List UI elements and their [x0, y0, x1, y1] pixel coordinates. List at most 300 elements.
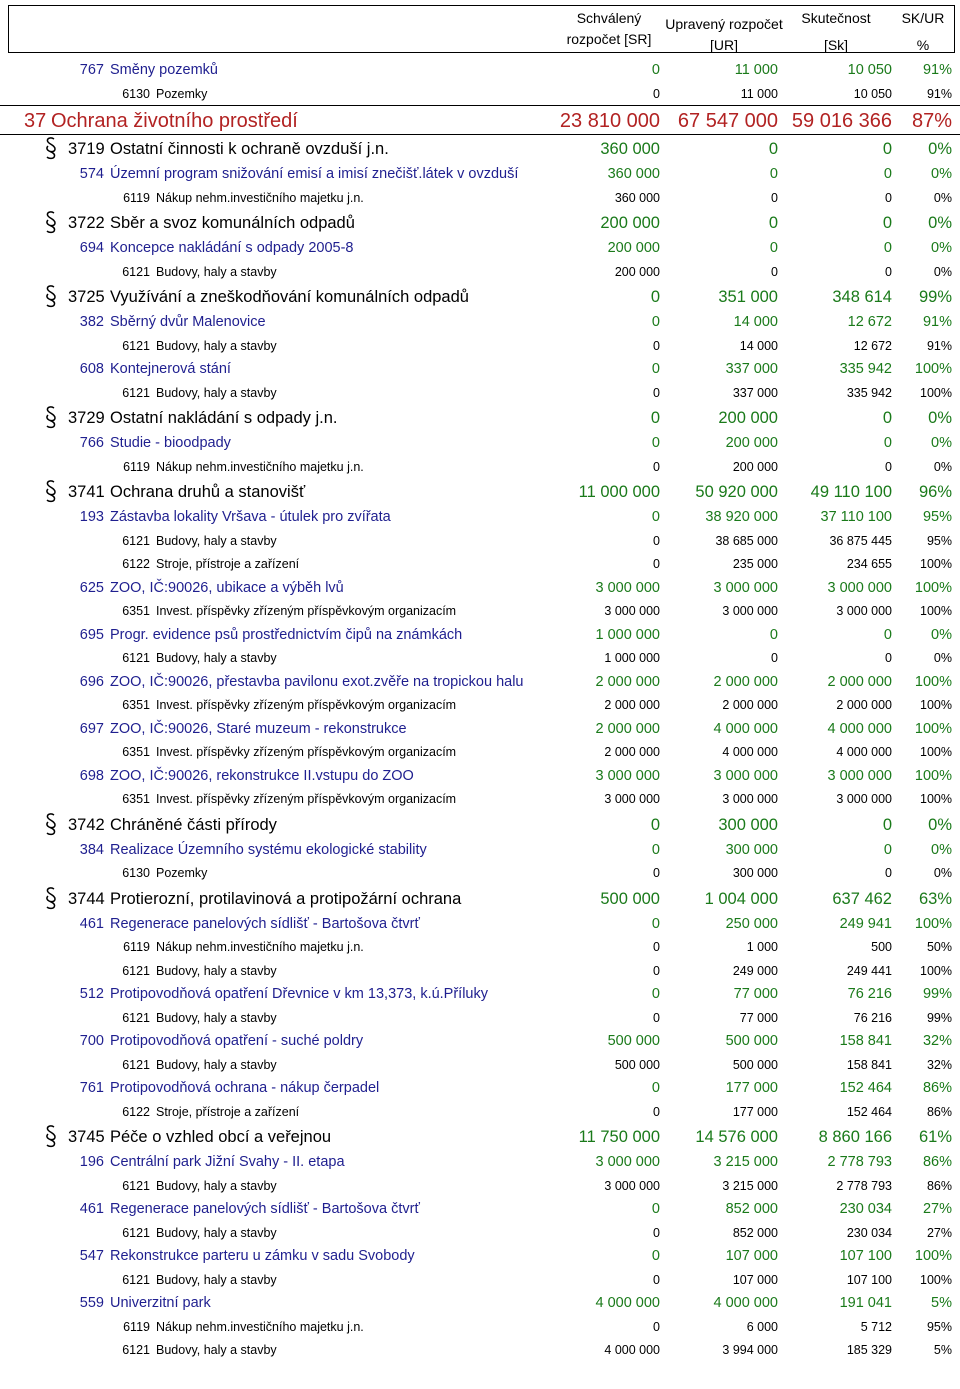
row-name: Pozemky — [156, 866, 208, 880]
row-adjusted-budget: 2 000 000 — [713, 673, 778, 690]
table-row — [0, 310, 960, 334]
row-approved-budget: 2 000 000 — [604, 698, 660, 712]
header-actual-line2: [Sk] — [823, 37, 849, 53]
row-name: Budovy, haly a stavby — [156, 1010, 277, 1025]
row-name: Stroje, přístroje a zařízení — [156, 1104, 300, 1119]
row-percentage: 100% — [914, 1248, 952, 1264]
row-name: Progr. evidence psů prostřednictvím čipů na známkách — [110, 626, 463, 643]
header-percentage-line2: % — [916, 37, 930, 53]
row-adjusted-budget: 300 000 — [718, 815, 778, 834]
row-actual: 0 — [882, 214, 892, 232]
row-adjusted-budget: 77 000 — [739, 1010, 778, 1025]
row-approved-budget: 0 — [653, 533, 660, 548]
row-actual: 158 841 — [846, 1057, 892, 1072]
row-percentage: 50% — [926, 940, 952, 954]
table-row — [0, 404, 960, 431]
row-actual: 4 000 000 — [836, 745, 892, 759]
row-name: Pozemky — [156, 86, 208, 101]
row-percentage: 0% — [928, 815, 952, 834]
row-name: Ochrana životního prostředí — [51, 110, 298, 132]
row-approved-budget: 3 000 000 — [595, 579, 660, 596]
row-adjusted-budget: 0 — [771, 190, 778, 205]
row-code: 6119 — [123, 1319, 150, 1334]
row-name: Univerzitní park — [110, 1295, 211, 1311]
table-row — [0, 838, 960, 862]
row-actual: 2 778 793 — [836, 1178, 892, 1193]
row-adjusted-budget: 11 000 — [734, 62, 778, 78]
table-row — [0, 334, 960, 358]
row-adjusted-budget: 200 000 — [725, 435, 778, 451]
row-approved-budget: 0 — [653, 1010, 660, 1025]
row-adjusted-budget: 50 920 000 — [695, 483, 778, 501]
row-approved-budget: 0 — [653, 459, 660, 474]
row-name: Sběr a svoz komunálních odpadů — [110, 214, 355, 232]
table-row — [0, 529, 960, 553]
row-adjusted-budget: 6 000 — [746, 1319, 778, 1334]
row-percentage: 0% — [928, 214, 952, 232]
table-row — [0, 1150, 960, 1174]
row-percentage: 61% — [918, 1128, 952, 1146]
row-name: Budovy, haly a stavby — [156, 1343, 277, 1357]
row-name: Budovy, haly a stavby — [156, 1225, 277, 1240]
row-approved-budget: 0 — [651, 1248, 660, 1264]
row-approved-budget: 200 000 — [614, 264, 660, 279]
header-approved-budget — [549, 8, 669, 50]
row-percentage: 100% — [914, 361, 952, 377]
table-row — [0, 1053, 960, 1077]
row-name: Budovy, haly a stavby — [156, 264, 277, 279]
row-actual: 335 942 — [846, 385, 892, 400]
row-actual: 0 — [885, 651, 892, 665]
row-actual: 152 464 — [839, 1080, 892, 1096]
row-code: 6121 — [122, 1057, 150, 1072]
table-row — [0, 260, 960, 284]
row-actual: 230 034 — [846, 1225, 892, 1240]
row-approved-budget: 3 000 000 — [604, 604, 660, 618]
row-approved-budget: 0 — [653, 1225, 660, 1240]
table-row — [0, 1221, 960, 1245]
row-approved-budget: 3 000 000 — [604, 792, 660, 806]
row-approved-budget: 11 000 000 — [578, 483, 660, 501]
row-actual: 76 216 — [847, 986, 892, 1002]
table-row — [0, 982, 960, 1006]
row-adjusted-budget: 3 215 000 — [722, 1178, 778, 1193]
row-code: 698 — [79, 767, 104, 784]
row-code: 6122 — [122, 1104, 150, 1119]
row-percentage: 100% — [920, 557, 952, 571]
table-row — [0, 1123, 960, 1150]
row-name: Regenerace panelových sídlišť - Bartošova čtvrť — [110, 1201, 420, 1217]
table-row — [0, 1006, 960, 1030]
row-code: 3725 — [68, 288, 105, 306]
row-name: Nákup nehm.investičního majetku j.n. — [156, 1319, 364, 1334]
row-adjusted-budget: 4 000 000 — [713, 720, 778, 737]
row-percentage: 95% — [926, 1319, 952, 1334]
row-adjusted-budget: 235 000 — [732, 557, 778, 571]
row-percentage: 100% — [920, 963, 952, 978]
table-row — [0, 455, 960, 479]
row-actual: 3 000 000 — [836, 604, 892, 618]
row-actual: 191 041 — [839, 1295, 892, 1311]
row-code: 3742 — [68, 815, 105, 834]
row-approved-budget: 2 000 000 — [595, 673, 660, 690]
row-adjusted-budget: 351 000 — [718, 288, 778, 306]
row-adjusted-budget: 14 576 000 — [695, 1128, 778, 1146]
row-code: 6121 — [122, 1225, 150, 1240]
row-percentage: 87% — [911, 110, 952, 132]
row-name: Nákup nehm.investičního majetku j.n. — [156, 940, 364, 954]
header-actual — [777, 8, 895, 56]
row-name: Studie - bioodpady — [110, 435, 231, 451]
row-percentage: 100% — [914, 579, 952, 596]
row-approved-budget: 200 000 — [600, 214, 660, 232]
table-row — [0, 787, 960, 811]
row-code: 761 — [79, 1080, 104, 1096]
header-adjusted-budget-line2: [UR] — [710, 37, 738, 53]
table-row — [0, 1076, 960, 1100]
row-approved-budget: 0 — [653, 385, 660, 400]
row-name: Invest. příspěvky zřízeným příspěvkovým organizacím — [156, 745, 457, 759]
row-code: 6130 — [122, 86, 150, 101]
row-actual: 37 110 100 — [820, 509, 892, 525]
row-code: 6121 — [122, 1178, 150, 1193]
row-actual: 230 034 — [839, 1201, 892, 1217]
row-adjusted-budget: 2 000 000 — [722, 698, 778, 712]
row-actual: 0 — [883, 166, 892, 182]
row-adjusted-budget: 77 000 — [733, 986, 778, 1002]
row-actual: 49 110 100 — [810, 483, 892, 501]
row-name: Budovy, haly a stavby — [156, 651, 277, 665]
row-code: 574 — [79, 166, 104, 182]
row-percentage: 95% — [926, 533, 952, 548]
row-name: Invest. příspěvky zřízeným příspěvkovým organizacím — [156, 792, 457, 806]
row-name: ZOO, IČ:90026, rekonstrukce II.vstupu do ZOO — [110, 767, 414, 784]
row-percentage: 91% — [926, 338, 952, 353]
header-approved-budget-line1: Schválený — [576, 10, 642, 26]
row-approved-budget: 0 — [653, 557, 660, 571]
row-code: 3722 — [68, 214, 105, 232]
row-adjusted-budget: 177 000 — [732, 1104, 778, 1119]
table-row — [0, 283, 960, 310]
table-row — [0, 1268, 960, 1292]
table-row — [0, 236, 960, 260]
row-name: Budovy, haly a stavby — [156, 533, 277, 548]
table-row — [0, 186, 960, 210]
row-code: 6119 — [123, 940, 150, 954]
table-row — [0, 1029, 960, 1053]
row-name: Využívání a zneškodňování komunálních odpadů — [110, 288, 469, 306]
row-code: 193 — [79, 509, 104, 525]
row-code: 6122 — [122, 557, 150, 571]
row-name: ZOO, IČ:90026, Staré muzeum - rekonstrukce — [110, 720, 407, 737]
table-row — [0, 861, 960, 885]
row-adjusted-budget: 250 000 — [725, 915, 778, 932]
row-code: 6121 — [122, 1272, 150, 1287]
row-percentage: 0% — [933, 264, 952, 279]
row-actual: 234 655 — [846, 557, 892, 571]
table-row — [0, 646, 960, 670]
row-approved-budget: 1 000 000 — [604, 651, 660, 665]
row-name: Směny pozemků — [110, 62, 218, 78]
row-code: 694 — [79, 240, 104, 256]
row-adjusted-budget: 107 000 — [732, 1272, 778, 1287]
row-approved-budget: 0 — [653, 1319, 660, 1334]
row-name: Péče o vzhled obcí a veřejnou — [110, 1128, 332, 1146]
header-approved-budget-line2: rozpočet [SR] — [566, 31, 652, 47]
row-approved-budget: 360 000 — [614, 190, 660, 205]
row-approved-budget: 500 000 — [614, 1057, 660, 1072]
row-percentage: 91% — [922, 62, 952, 78]
row-percentage: 99% — [918, 288, 952, 306]
row-adjusted-budget: 500 000 — [732, 1057, 778, 1072]
row-name: Budovy, haly a stavby — [156, 963, 277, 978]
table-row — [0, 1100, 960, 1124]
row-actual: 12 672 — [853, 338, 892, 353]
row-name: Budovy, haly a stavby — [156, 1272, 277, 1287]
row-actual: 500 — [871, 940, 892, 954]
row-name: Sběrný dvůr Malenovice — [110, 314, 266, 330]
row-adjusted-budget: 0 — [771, 651, 778, 665]
row-actual: 2 778 793 — [827, 1154, 892, 1170]
row-adjusted-budget: 3 994 000 — [722, 1343, 778, 1357]
row-code: 695 — [79, 626, 104, 643]
row-name: Zástavba lokality Vršava - útulek pro zvířata — [110, 509, 391, 525]
table-row — [0, 717, 960, 741]
row-name: Nákup nehm.investičního majetku j.n. — [156, 190, 364, 205]
row-percentage: 0% — [931, 240, 952, 256]
row-code: 608 — [79, 361, 104, 377]
row-name: Protipovodňová ochrana - nákup čerpadel — [110, 1080, 380, 1096]
row-actual: 0 — [882, 140, 892, 158]
table-row — [0, 431, 960, 455]
row-code: 3729 — [68, 409, 105, 427]
section-sign-icon — [44, 136, 58, 160]
row-approved-budget: 200 000 — [607, 240, 660, 256]
table-row — [0, 1315, 960, 1339]
row-approved-budget: 23 810 000 — [559, 110, 660, 132]
row-percentage: 86% — [922, 1080, 952, 1096]
row-name: Chráněné části přírody — [110, 815, 277, 834]
table-row — [0, 552, 960, 576]
row-approved-budget: 3 000 000 — [595, 767, 660, 784]
row-percentage: 100% — [920, 792, 952, 806]
table-row — [0, 811, 960, 838]
row-percentage: 0% — [928, 409, 952, 427]
row-name: Invest. příspěvky zřízeným příspěvkovým organizacím — [156, 698, 457, 712]
row-name: Koncepce nakládání s odpady 2005-8 — [110, 240, 354, 256]
row-actual: 10 050 — [853, 86, 892, 101]
row-code: 6351 — [122, 698, 150, 712]
row-name: ZOO, IČ:90026, přestavba pavilonu exot.zvěře na tropickou halu — [110, 673, 524, 690]
row-approved-budget: 500 000 — [600, 889, 660, 908]
row-approved-budget: 360 000 — [607, 166, 660, 182]
table-row — [0, 58, 960, 82]
row-name: Ochrana druhů a stanovišť — [110, 483, 306, 501]
row-approved-budget: 0 — [650, 288, 660, 306]
section-sign-icon — [44, 479, 58, 503]
row-approved-budget: 0 — [651, 62, 660, 78]
row-approved-budget: 0 — [651, 509, 660, 525]
row-code: 766 — [79, 435, 104, 451]
row-name: Regenerace panelových sídlišť - Bartošova čtvrť — [110, 915, 420, 932]
table-row — [0, 162, 960, 186]
row-percentage: 32% — [926, 1057, 952, 1072]
row-code: 6121 — [122, 651, 150, 665]
row-percentage: 0% — [933, 190, 952, 205]
row-code: 461 — [79, 915, 104, 932]
row-actual: 0 — [883, 626, 892, 643]
row-actual: 5 712 — [860, 1319, 892, 1334]
row-adjusted-budget: 0 — [768, 214, 778, 232]
row-name: Budovy, haly a stavby — [156, 1057, 277, 1072]
row-actual: 0 — [882, 815, 892, 834]
header-adjusted-budget-line1: Upravený rozpočet — [665, 16, 783, 32]
row-name: Budovy, haly a stavby — [156, 1178, 277, 1193]
row-adjusted-budget: 337 000 — [732, 385, 778, 400]
table-row — [0, 357, 960, 381]
row-percentage: 0% — [931, 166, 952, 182]
row-percentage: 91% — [926, 86, 952, 101]
section-sign-icon — [44, 210, 58, 234]
row-adjusted-budget: 4 000 000 — [722, 745, 778, 759]
row-percentage: 100% — [914, 915, 952, 932]
row-code: 6351 — [122, 792, 150, 806]
row-name: Realizace Územního systému ekologické stability — [110, 841, 427, 858]
row-adjusted-budget: 852 000 — [725, 1201, 778, 1217]
table-row — [0, 576, 960, 600]
row-actual: 59 016 366 — [791, 110, 892, 132]
row-name: Ostatní činnosti k ochraně ovzduší j.n. — [110, 140, 389, 158]
header-percentage-line1: SK/UR — [901, 10, 945, 26]
row-actual: 0 — [885, 190, 892, 205]
row-code: 382 — [79, 314, 104, 330]
row-adjusted-budget: 500 000 — [725, 1033, 778, 1049]
row-actual: 185 329 — [846, 1343, 892, 1357]
row-actual: 249 941 — [839, 915, 892, 932]
row-percentage: 100% — [914, 720, 952, 737]
table-row — [0, 959, 960, 983]
header-percentage — [895, 8, 951, 56]
row-adjusted-budget: 337 000 — [725, 361, 778, 377]
row-adjusted-budget: 3 000 000 — [722, 792, 778, 806]
row-percentage: 0% — [928, 140, 952, 158]
row-adjusted-budget: 4 000 000 — [713, 1295, 778, 1311]
row-adjusted-budget: 300 000 — [732, 866, 778, 880]
row-actual: 10 050 — [847, 62, 892, 78]
row-code: 700 — [79, 1033, 104, 1049]
row-code: 384 — [79, 841, 104, 858]
row-adjusted-budget: 300 000 — [725, 841, 778, 858]
row-approved-budget: 0 — [650, 409, 660, 427]
row-actual: 0 — [885, 866, 892, 880]
row-adjusted-budget: 200 000 — [718, 409, 778, 427]
row-code: 625 — [79, 579, 104, 596]
row-percentage: 100% — [914, 673, 952, 690]
row-actual: 3 000 000 — [827, 579, 892, 596]
row-name: Ostatní nakládání s odpady j.n. — [110, 409, 338, 427]
row-code: 547 — [79, 1248, 104, 1264]
row-actual: 249 441 — [846, 963, 892, 978]
row-percentage: 86% — [926, 1104, 952, 1119]
row-code: 196 — [79, 1154, 104, 1170]
row-adjusted-budget: 3 215 000 — [713, 1154, 778, 1170]
row-actual: 0 — [882, 409, 892, 427]
row-adjusted-budget: 11 000 — [740, 86, 778, 101]
row-approved-budget: 0 — [651, 1201, 660, 1217]
table-row — [0, 209, 960, 236]
row-code: 6130 — [122, 866, 150, 880]
row-code: 3719 — [68, 140, 105, 158]
row-actual: 8 860 166 — [818, 1128, 892, 1146]
row-code: 6351 — [122, 604, 150, 618]
row-percentage: 99% — [922, 986, 952, 1002]
row-actual: 36 875 445 — [829, 533, 892, 548]
row-adjusted-budget: 1 000 — [746, 940, 778, 954]
row-actual: 0 — [885, 264, 892, 279]
table-row — [0, 1244, 960, 1268]
row-actual: 76 216 — [853, 1010, 892, 1025]
row-actual: 0 — [883, 435, 892, 451]
row-percentage: 100% — [920, 745, 952, 759]
row-actual: 107 100 — [839, 1248, 892, 1264]
table-row — [0, 1197, 960, 1221]
row-adjusted-budget: 14 000 — [739, 338, 778, 353]
row-percentage: 99% — [926, 1010, 952, 1025]
row-code: 6121 — [122, 385, 150, 400]
table-row — [0, 82, 960, 106]
row-name: Invest. příspěvky zřízeným příspěvkovým organizacím — [156, 604, 457, 618]
row-percentage: 0% — [933, 651, 952, 665]
row-percentage: 63% — [918, 889, 952, 908]
row-percentage: 5% — [931, 1295, 952, 1311]
row-percentage: 100% — [920, 698, 952, 712]
row-code: 6119 — [123, 459, 150, 474]
table-row — [0, 135, 960, 162]
row-actual: 0 — [885, 459, 892, 474]
row-actual: 3 000 000 — [836, 792, 892, 806]
row-approved-budget: 1 000 000 — [595, 626, 660, 643]
row-adjusted-budget: 177 000 — [725, 1080, 778, 1096]
header-adjusted-budget — [664, 14, 784, 56]
row-adjusted-budget: 3 000 000 — [722, 604, 778, 618]
row-actual: 0 — [883, 841, 892, 858]
row-approved-budget: 0 — [651, 841, 660, 858]
row-actual: 637 462 — [832, 889, 892, 908]
section-sign-icon — [44, 1124, 58, 1148]
row-adjusted-budget: 38 920 000 — [705, 509, 778, 525]
row-approved-budget: 3 000 000 — [604, 1178, 660, 1193]
row-code: 512 — [79, 986, 104, 1002]
row-actual: 152 464 — [846, 1104, 892, 1119]
row-adjusted-budget: 0 — [769, 166, 778, 182]
section-sign-icon — [44, 812, 58, 836]
row-approved-budget: 0 — [651, 361, 660, 377]
row-code: 697 — [79, 720, 104, 737]
row-approved-budget: 500 000 — [607, 1033, 660, 1049]
row-code: 767 — [79, 62, 104, 78]
row-adjusted-budget: 0 — [769, 626, 778, 643]
row-name: Nákup nehm.investičního majetku j.n. — [156, 459, 364, 474]
row-actual: 2 000 000 — [827, 673, 892, 690]
row-approved-budget: 0 — [653, 86, 660, 101]
row-actual: 348 614 — [832, 288, 892, 306]
row-percentage: 100% — [920, 604, 952, 618]
row-percentage: 100% — [914, 767, 952, 784]
row-percentage: 86% — [926, 1178, 952, 1193]
table-row — [0, 740, 960, 764]
row-percentage: 100% — [920, 385, 952, 400]
row-approved-budget: 0 — [651, 915, 660, 932]
